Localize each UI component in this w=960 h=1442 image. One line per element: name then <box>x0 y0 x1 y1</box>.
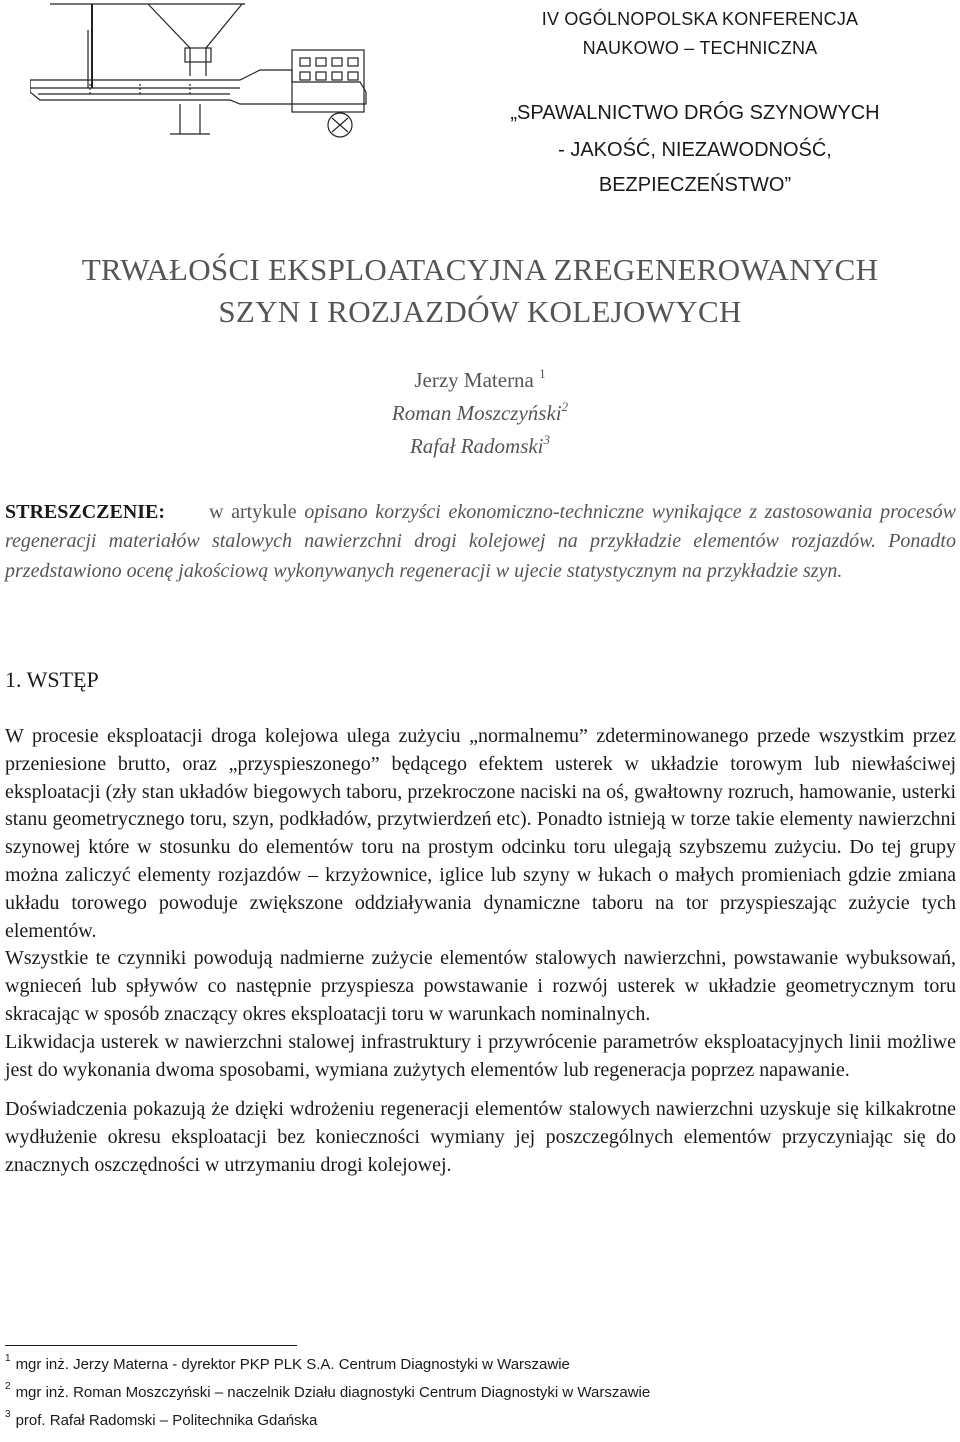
footnote-text: mgr inż. Roman Moszczyński – naczelnik Działu diagnostyki Centrum Diagnostyki w Warszawie <box>15 1384 651 1401</box>
footnote-2 <box>5 1381 651 1401</box>
conference-theme-line1: „SPAWALNICTWO DRÓG SZYNOWYCH <box>510 102 880 124</box>
section-heading: 1. WSTĘP <box>5 667 99 692</box>
footnote-text: prof. Rafał Radomski – Politechnika Gdańska <box>15 1412 318 1429</box>
footnote-mark: 3 <box>5 1409 11 1420</box>
footnote-separator <box>5 1345 297 1346</box>
body-paragraph: Wszystkie te czynniki powodują nadmierne zużycie elementów stalowych nawierzchni, powstawanie wybuksowań, wgnieceń lub spływów co następnie przyspiesza powstawanie i rozwój usterek w układzie geometrycznym toru skracając w sposób znaczący okres eksploatacji toru w warunkach nominalnych. <box>5 947 956 1025</box>
conference-name-line2: NAUKOWO – TECHNICZNA <box>582 38 818 58</box>
abstract-text-part1: w artykule <box>209 501 297 523</box>
author-footnote-mark: 1 <box>539 366 546 381</box>
conference-name-line1: IV OGÓLNOPOLSKA KONFERENCJA <box>541 9 859 29</box>
author-name: Jerzy Materna <box>414 368 534 392</box>
footnote-1 <box>5 1353 570 1373</box>
paper-title-line2: SZYN I ROZJAZDÓW KOLEJOWYCH <box>218 294 742 329</box>
conference-theme-line2: - JAKOŚĆ, NIEZAWODNOŚĆ, <box>558 139 832 161</box>
author-footnote-mark: 2 <box>561 399 569 414</box>
author-name: Rafał Radomski <box>409 434 544 458</box>
footnote-mark: 1 <box>5 1353 11 1364</box>
abstract <box>5 498 956 586</box>
footnote-text: mgr inż. Jerzy Materna - dyrektor PKP PLK S.A. Centrum Diagnostyki w Warszawie <box>15 1356 570 1373</box>
author-name: Roman Moszczyński <box>391 401 562 425</box>
author-3 <box>0 434 960 459</box>
abstract-text-part3: Ponadto przedstawiono ocenę jakościową wykonywanych regeneracji w ujecie statystycznym na przykładzie szyn. <box>5 530 956 582</box>
author-1 <box>0 368 960 393</box>
rail-welding-logo-icon <box>30 0 370 150</box>
author-2 <box>0 401 960 426</box>
abstract-label: STRESZCZENIE: <box>5 501 166 523</box>
abstract-text-part2: opisano korzyści ekonomiczno-techniczne wynikające z zastosowania procesów regeneracji materiałów stalowych nawierzchni drogi kolejowej na przykładzie elementów rozjazdów. <box>5 501 956 553</box>
body-paragraph: Likwidacja usterek w nawierzchni stalowej infrastruktury i przywrócenie parametrów eksploatacyjnych linii możliwe jest do wykonania dwoma sposobami, wymiana zużytych elementów lub regeneracja poprzez napawanie. <box>5 1030 956 1081</box>
footnote-mark: 2 <box>5 1381 11 1392</box>
section-body <box>5 723 956 1180</box>
paper-title-line1: TRWAŁOŚCI EKSPLOATACYJNA ZREGENEROWANYCH <box>81 252 879 287</box>
footnote-3 <box>5 1409 318 1429</box>
author-footnote-mark: 3 <box>543 432 551 447</box>
conference-theme-line3: BEZPIECZEŃSTWO” <box>598 174 792 196</box>
body-paragraph: W procesie eksploatacji droga kolejowa ulega zużyciu „normalnemu” zdeterminowanego przede wszystkim przez przeniesione brutto, oraz „przyspieszonego” będącego efektem usterek w układzie torowym lub niewłaściwej eksploatacji (zły stan układów biegowych taboru, przekroczone naciski na oś, gwałtowny rozruch, hamowanie, usterki stanu geometrycznego toru, szyn, podkładów, przytwierdzeń etc). Ponadto istnieją w torze takie elementy nawierzchni szynowej które w stosunku do elementów toru na prostym odcinku toru ulegają szybszemu zużyciu. Do tej grupy można zaliczyć elementy rozjazdów – krzyżownice, iglice lub szyny w łukach o małych promieniach gdzie zmiana układu torowego powoduje zwiększone oddziaływania dynamiczne taboru na tor przyspieszając zużycie tych elementów. <box>5 725 956 942</box>
body-paragraph: Doświadczenia pokazują że dzięki wdrożeniu regeneracji elementów stalowych nawierzchni uzyskuje się kilkakrotne wydłużenie okresu eksploatacji bez konieczności wymiany jej poszczególnych elementów przyczyniając się do znacznych oszczędności w utrzymaniu drogi kolejowej. <box>5 1098 956 1176</box>
